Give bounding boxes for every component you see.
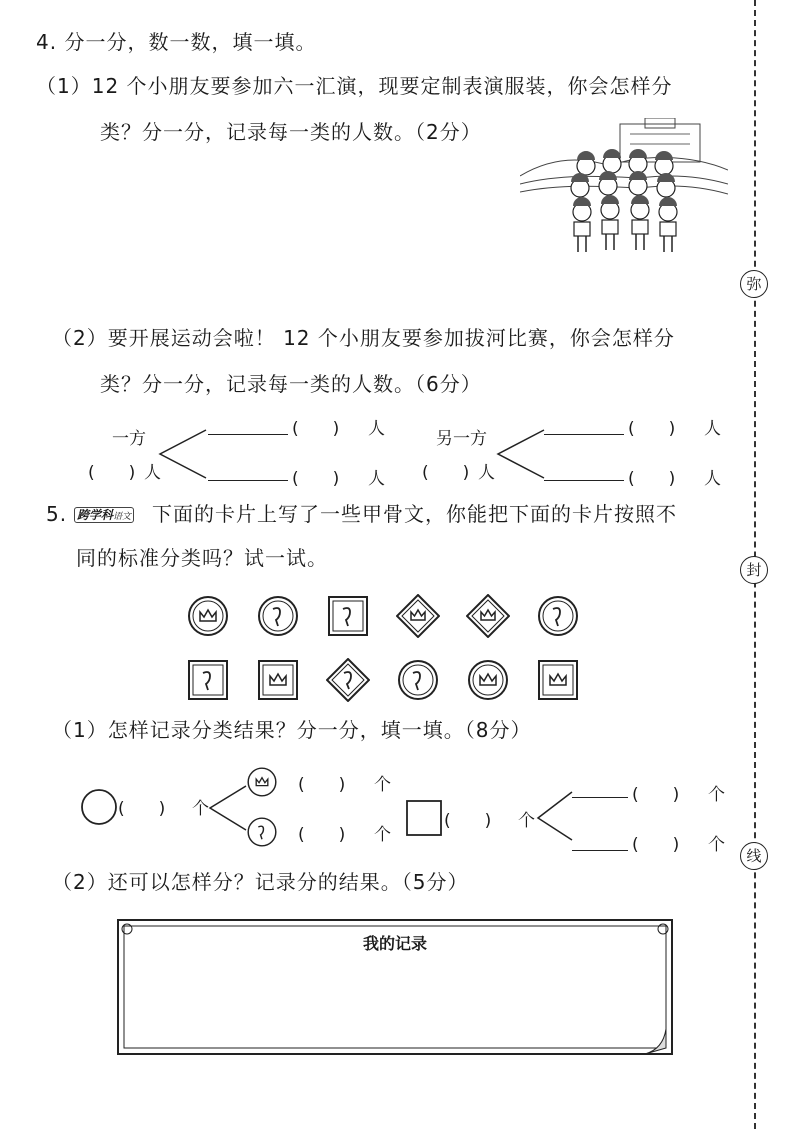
- cross-subject-tag: [74, 504, 134, 523]
- side-b-blank-1[interactable]: [544, 434, 624, 435]
- square-count-unit-2: 个: [708, 835, 725, 855]
- square-blank-1[interactable]: [572, 797, 628, 798]
- circle-hook-count-unit: 个: [374, 825, 391, 845]
- card-square-hook: [186, 658, 230, 702]
- square-count-blank-1: ( ): [632, 785, 680, 805]
- circle-crown-count-unit: 个: [374, 775, 391, 795]
- seal-feng: 封: [740, 556, 768, 584]
- seal-xian: 线: [740, 842, 768, 870]
- square-count-blank-2: ( ): [632, 835, 680, 855]
- card-circle-crown: [466, 658, 510, 702]
- card-diamond-crown: [396, 594, 440, 638]
- q4-title: 4. 分一分，数一数，填一填。: [36, 30, 317, 54]
- side-a-unit-2: 人: [368, 469, 385, 489]
- circle-crown-card-icon: [246, 766, 278, 798]
- circle-crown-count-blank: ( ): [298, 775, 346, 795]
- card-diamond-crown: [466, 594, 510, 638]
- side-b-paren-2: ( ): [628, 469, 676, 489]
- children-illustration: [520, 118, 728, 258]
- q4-p1-line2: 类？分一分，记录每一类的人数。（2分）: [100, 120, 482, 144]
- q5-number: 5.: [46, 502, 68, 526]
- card-circle-crown: [186, 594, 230, 638]
- square-blank-2[interactable]: [572, 850, 628, 851]
- square-total-unit: 个: [518, 811, 535, 831]
- circle-hook-count-blank: ( ): [298, 825, 346, 845]
- card-circle-hook: [536, 594, 580, 638]
- record-box[interactable]: [115, 917, 675, 1057]
- square-count-unit-1: 个: [708, 785, 725, 805]
- card-circle-hook: [256, 594, 300, 638]
- q5-line2: 同的标准分类吗？试一试。: [76, 546, 328, 570]
- side-a-blank-2[interactable]: [208, 480, 288, 481]
- circle-shape-icon: [80, 788, 118, 826]
- card-square-crown: [256, 658, 300, 702]
- side-a-total-blank: ( ): [88, 463, 136, 483]
- q4-p2-line2: 类？分一分，记录每一类的人数。（6分）: [100, 372, 482, 396]
- side-b-branch: [496, 424, 546, 484]
- q5-p2: （2）还可以怎样分？记录分的结果。（5分）: [52, 870, 469, 894]
- q4-p2-line1: （2）要开展运动会啦！ 12 个小朋友要参加拔河比赛，你会怎样分: [52, 326, 675, 350]
- card-square-crown: [536, 658, 580, 702]
- side-a-blank-1[interactable]: [208, 434, 288, 435]
- side-a-paren-1: ( ): [292, 419, 340, 439]
- side-b-total-blank: ( ): [422, 463, 470, 483]
- side-b-blank-2[interactable]: [544, 480, 624, 481]
- square-branch: [536, 788, 574, 844]
- seal-mi: 弥: [740, 270, 768, 298]
- card-diamond-hook: [326, 658, 370, 702]
- side-a-label: 一方: [112, 429, 146, 449]
- record-title: 我的记录: [362, 934, 427, 953]
- tag-sub: 语文: [113, 512, 132, 522]
- tag-main: 跨学科: [77, 508, 114, 522]
- side-b-label: 另一方: [436, 429, 487, 449]
- side-b-unit-1: 人: [704, 419, 721, 439]
- q5-p1: （1）怎样记录分类结果？分一分，填一填。（8分）: [52, 718, 532, 742]
- side-b-total-unit: 人: [478, 463, 495, 483]
- side-a-unit-1: 人: [368, 419, 385, 439]
- circle-total-unit: 个: [192, 799, 209, 819]
- card-circle-hook: [396, 658, 440, 702]
- q5-line1: 下面的卡片上写了一些甲骨文，你能把下面的卡片按照不: [152, 502, 677, 526]
- side-a-branch: [158, 424, 208, 484]
- square-shape-icon: [406, 800, 442, 836]
- card-square-hook: [326, 594, 370, 638]
- q4-p1-line1: （1）12 个小朋友要参加六一汇演，现要定制表演服装，你会怎样分: [36, 74, 673, 98]
- circle-total-blank: ( ): [118, 799, 166, 819]
- circle-hook-card-icon: [246, 816, 278, 848]
- side-b-paren-1: ( ): [628, 419, 676, 439]
- side-a-paren-2: ( ): [292, 469, 340, 489]
- circle-branch: [208, 782, 248, 834]
- side-b-unit-2: 人: [704, 469, 721, 489]
- square-total-blank: ( ): [444, 811, 492, 831]
- side-a-total-unit: 人: [144, 463, 161, 483]
